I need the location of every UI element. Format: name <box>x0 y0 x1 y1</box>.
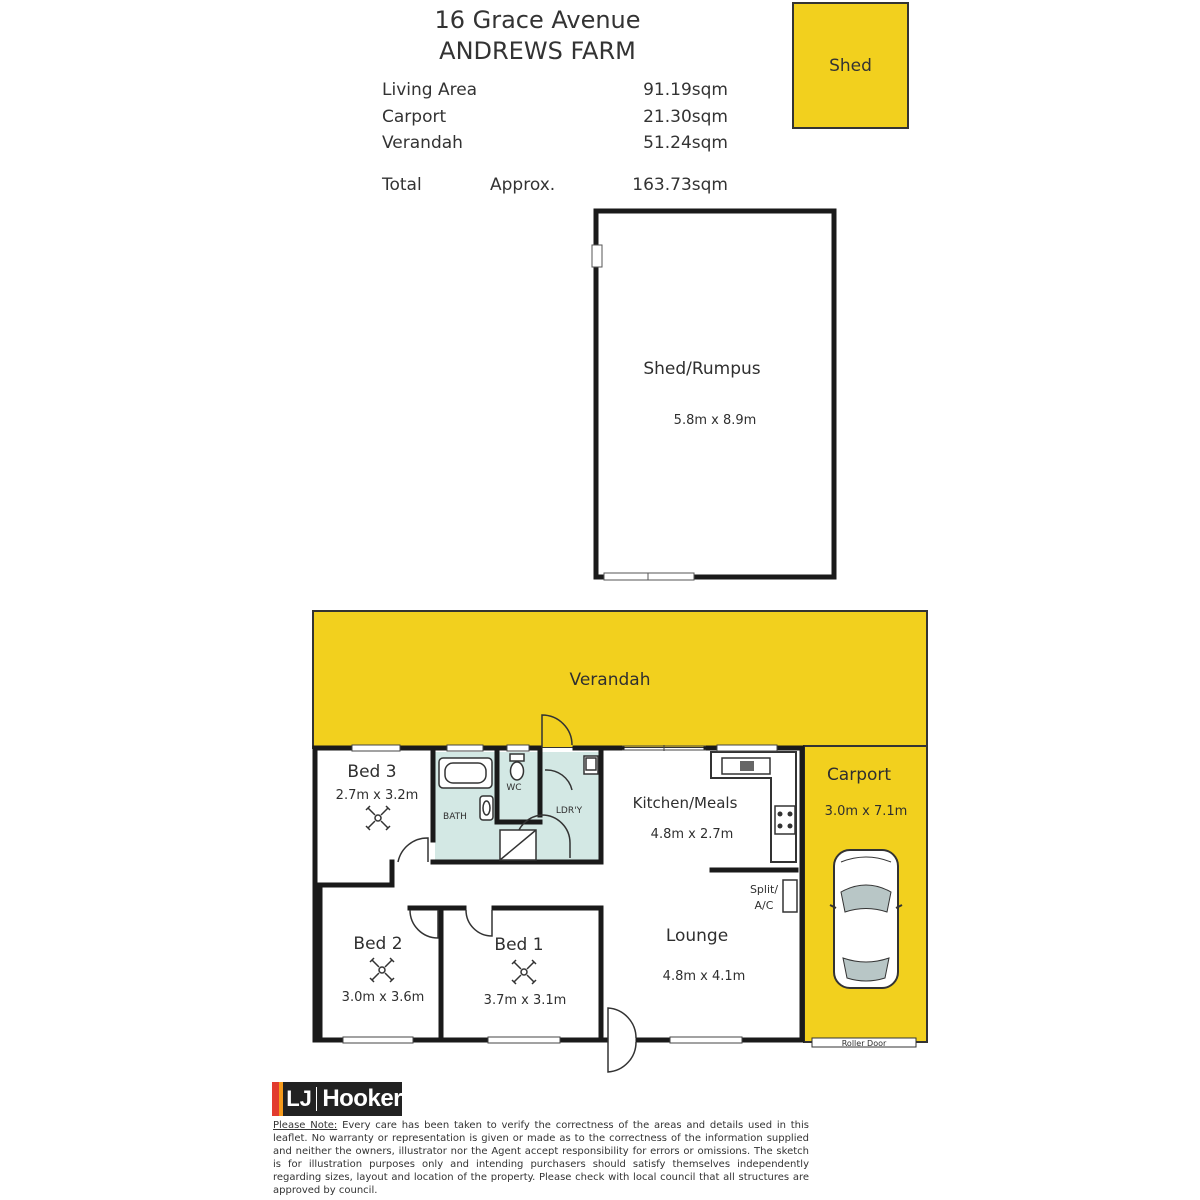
carport-name: Carport <box>826 765 892 785</box>
bath-name: BATH <box>443 812 467 822</box>
laundry-name: LDR'Y <box>555 806 583 816</box>
area-label: Carport <box>382 107 447 127</box>
bed1-name: Bed 1 <box>494 935 544 955</box>
bed2-size: 3.0m x 3.6m <box>341 990 425 1005</box>
disclaimer-heading: Please Note: <box>273 1120 338 1131</box>
logo-stripe <box>272 1082 279 1116</box>
lounge-size: 4.8m x 4.1m <box>662 969 746 984</box>
shed-window <box>592 245 602 267</box>
carport-size: 3.0m x 7.1m <box>824 804 908 819</box>
total-label: Total <box>382 175 422 195</box>
address-line1: 16 Grace Avenue <box>434 6 641 34</box>
kitchen-name: Kitchen/Meals <box>632 794 738 812</box>
logo-lj: LJ <box>286 1086 312 1111</box>
shed-legend-label: Shed <box>829 55 872 76</box>
shed-rumpus <box>592 211 834 580</box>
shed-rumpus-name: Shed/Rumpus <box>643 359 761 379</box>
disclaimer <box>273 1119 809 1197</box>
carport <box>804 746 927 1048</box>
verandah-name: Verandah <box>569 670 651 690</box>
cooktop-icon <box>775 806 795 834</box>
split-ac-unit <box>783 880 797 912</box>
area-label: Verandah <box>382 133 463 153</box>
shed-rumpus-walls <box>596 211 834 577</box>
toilet-icon <box>510 754 524 761</box>
area-value: 91.19sqm <box>643 80 728 100</box>
bed2-name: Bed 2 <box>353 934 403 954</box>
kitchen-size: 4.8m x 2.7m <box>650 827 734 842</box>
verandah <box>313 611 927 748</box>
shed-door <box>604 573 694 580</box>
bed1-size: 3.7m x 3.1m <box>483 993 567 1008</box>
bed3-name: Bed 3 <box>347 762 397 782</box>
lounge-name: Lounge <box>665 926 729 946</box>
split-ac-line2: A/C <box>754 899 774 912</box>
split-ac-line1: Split/ <box>749 883 779 896</box>
total-approx: Approx. <box>490 175 556 195</box>
roller-door-label: Roller Door <box>841 1039 887 1048</box>
total-value: 163.73sqm <box>632 175 728 195</box>
disclaimer-body: Every care has been taken to verify the correctness of the areas and details used in this leaflet. No warranty or representation is given or made as to the correctness of the information supplied and neither the owners, illustrator nor the Agent accept responsibility for errors or omissions. The sketch is for illustration purposes only and intending purchasers should satisfy themselves independently regarding sizes, layout and location of the property. Please check with local council that all structures are approved by council. <box>273 1120 809 1196</box>
area-label: Living Area <box>382 80 478 100</box>
wc-name: WC <box>506 783 522 793</box>
car-icon <box>830 850 902 988</box>
bed3-size: 2.7m x 3.2m <box>335 788 419 803</box>
lj-hooker-logo <box>272 1082 402 1116</box>
logo-hooker: Hooker <box>322 1085 402 1112</box>
area-value: 51.24sqm <box>643 133 728 153</box>
shed-rumpus-size: 5.8m x 8.9m <box>673 413 757 428</box>
area-value: 21.30sqm <box>643 107 728 127</box>
address-line2: ANDREWS FARM <box>439 37 636 65</box>
